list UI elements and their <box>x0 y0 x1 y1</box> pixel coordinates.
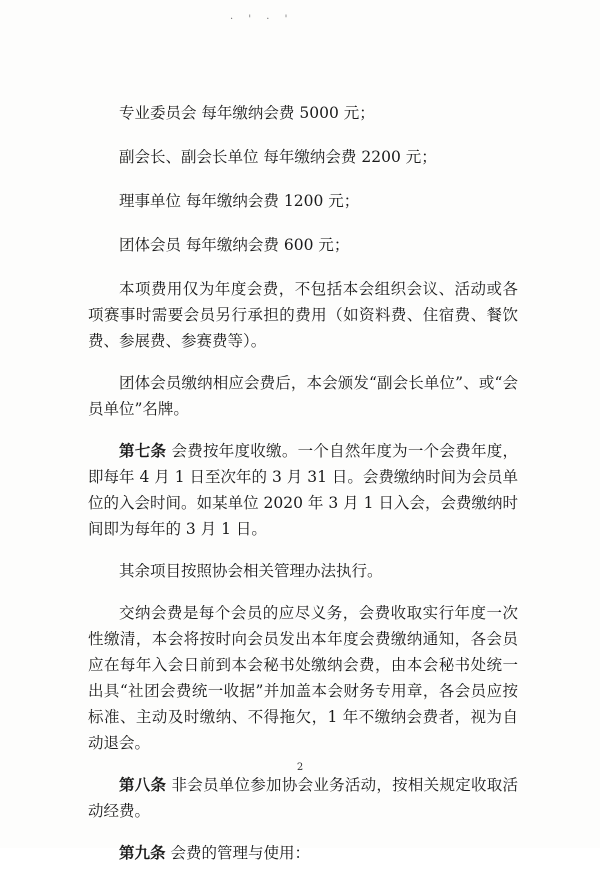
article-9-label: 第九条 <box>119 843 166 862</box>
article-7-text: 会费按年度收缴。一个自然年度为一个会费年度，即每年 4 月 1 日至次年的 3 月 31 日。会费缴纳时间为会员单位的入会时间。如某单位 2020 年 3 月 1 日入会，会费缴纳时间即为每年的 3 月 1 日。 <box>88 442 518 538</box>
nameplate-note: 团体会员缴纳相应会费后，本会颁发“副会长单位”、或“会员单位”名牌。 <box>88 374 518 418</box>
article-7 <box>88 438 518 542</box>
page-number: 2 <box>296 762 304 773</box>
article-7-label: 第七条 <box>119 441 167 460</box>
other-items-note: 其余项目按照协会相关管理办法执行。 <box>119 562 383 580</box>
article-9-text: 会费的管理与使用： <box>165 844 310 862</box>
article-8-text: 非会员单位参加协会业务活动，按相关规定收取活动经费。 <box>88 776 518 820</box>
fee-professional-committee: 专业委员会 每年缴纳会费 5000 元； <box>119 104 375 122</box>
payment-obligation: 交纳会费是每个会员的应尽义务，会费收取实行年度一次性缴清，本会将按时向会员发出本年度会费缴纳通知，各会员应在每年入会日前到本会秘书处缴纳会费，由本会秘书处统一出具“社团会费统一收据”并加盖本会财务专用章，各会员应按标准、主动及时缴纳、不得拖欠，1 年不缴纳会费者，视为自动退会。 <box>88 604 518 752</box>
fee-group-member: 团体会员 每年缴纳会费 600 元； <box>119 236 350 254</box>
article-9 <box>88 840 518 866</box>
article-8 <box>88 772 518 824</box>
scan-marks: · ' · ' <box>230 14 294 25</box>
fee-director-unit: 理事单位 每年缴纳会费 1200 元； <box>119 192 360 210</box>
fee-vice-president: 副会长、副会长单位 每年缴纳会费 2200 元； <box>119 148 437 166</box>
article-8-label: 第八条 <box>119 775 167 794</box>
fee-scope-note: 本项费用仅为年度会费，不包括本会组织会议、活动或各项赛事时需要会员另行承担的费用（如资料费、住宿费、餐饮费、参展费、参赛费等）。 <box>88 280 518 350</box>
